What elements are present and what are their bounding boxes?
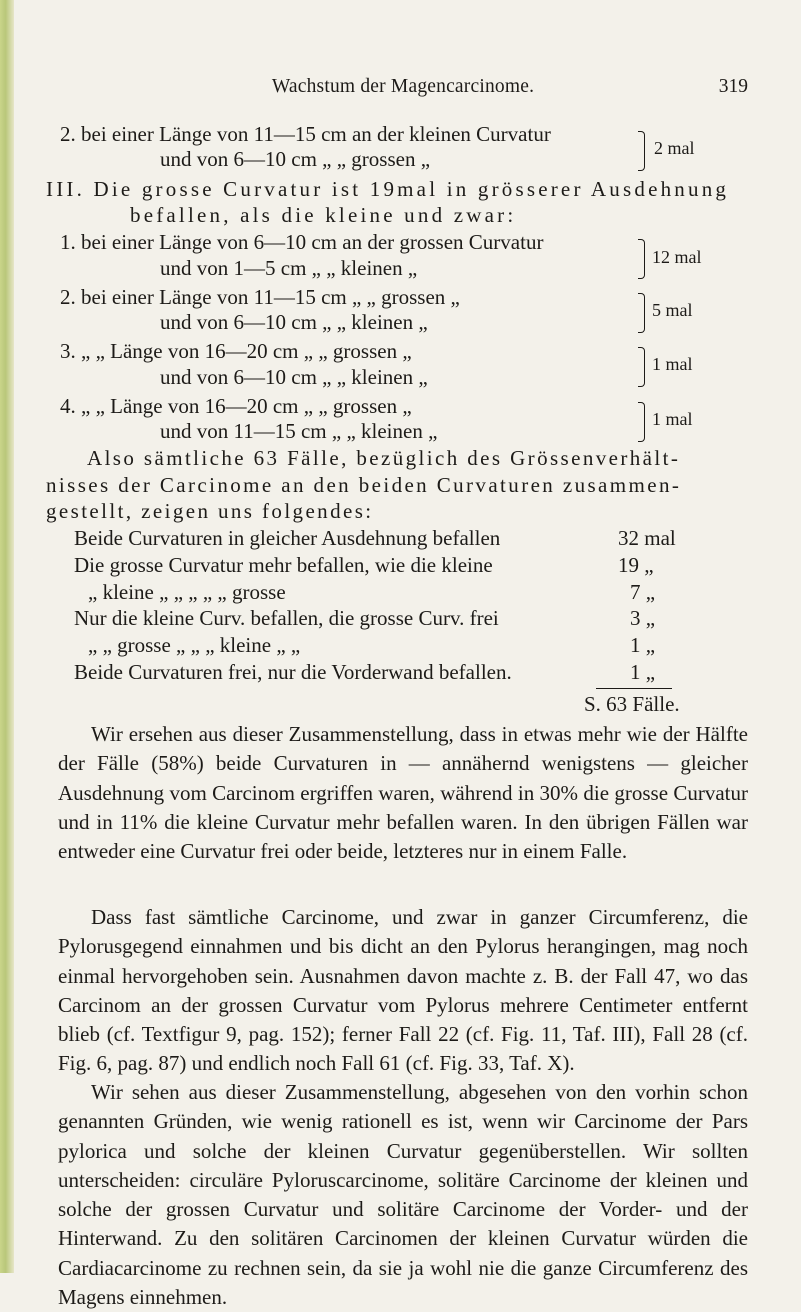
summary-total: S. 63 Fälle. [584, 692, 680, 716]
group2-count: 5 mal [652, 300, 693, 320]
group3-brace [638, 347, 645, 387]
running-header [58, 76, 748, 100]
section3-heading-line1: III. Die grosse Curvatur ist 19mal in grösserer Ausdehnung [46, 177, 730, 201]
group4-line2: und von 11—15 cm „ „ kleinen „ [160, 419, 438, 443]
section2-brace [638, 131, 645, 171]
summary-row-4-count: 3 „ [630, 606, 656, 630]
running-title: Wachstum der Magencarcinome. [271, 76, 535, 97]
group4-count: 1 mal [652, 409, 693, 429]
group1-line2: und von 1—5 cm „ „ kleinen „ [160, 256, 418, 280]
section2-line1: 2. bei einer Länge von 11—15 cm an der kleinen Curvatur [60, 122, 551, 146]
summary-row-2-count: 19 „ [618, 553, 654, 577]
page-number: 319 [718, 76, 748, 97]
group2-line2: und von 6—10 cm „ „ kleinen „ [160, 310, 428, 334]
section3-heading-line2: befallen, als die kleine und zwar: [130, 203, 517, 227]
paragraph-2 [58, 903, 748, 1079]
group1-count: 12 mal [652, 247, 702, 267]
paragraph-1-text: Wir ersehen aus dieser Zusammenstellung, dass in etwas mehr wie der Hälfte der Fälle (58%) beide Curvaturen in — annähernd wenigstens — gleicher Ausdehnung vom Carcinom ergriffen waren, während in 30% die grosse Curvatur und in 11% die kleine Curvatur mehr befallen waren. In den übrigen Fällen war entweder eine Curvatur frei oder beide, letzteres nur in einem Falle. [58, 722, 748, 864]
summary-row-1-text: Beide Curvaturen in gleicher Ausdehnung befallen [74, 526, 501, 550]
paragraph-3-text: Wir sehen aus dieser Zusammenstellung, abgesehen von den vorhin schon genannten Gründen, wie wenig rationell es ist, wenn wir Carcinome der Pars pylorica und solche der kleinen Curvatur gegenüberstellen. Wir sollten unterscheiden: circuläre Pyloruscarcinome, solitäre Carcinome der kleinen und solche der grossen Curvatur und solitäre Carcinome der Vorder- und der Hinterwand. Zu den solitären Carcinomen der kleinen Curvatur würden die Cardiacarcinome zu rechnen sein, da sie ja wohl nie die ganze Circumferenz des Magens einnehmen. [58, 1080, 748, 1310]
group3-line2: und von 6—10 cm „ „ kleinen „ [160, 365, 428, 389]
summary-row-6-text: Beide Curvaturen frei, nur die Vorderwand befallen. [74, 660, 512, 684]
summary-intro-line1: Also sämtliche 63 Fälle, bezüglich des Grössenverhält- [87, 446, 681, 470]
group2-brace [638, 293, 645, 333]
paragraph-1 [58, 720, 748, 866]
summary-row-1-count: 32 mal [618, 526, 676, 550]
summary-row-6-count: 1 „ [630, 660, 656, 684]
summary-row-5-count: 1 „ [630, 633, 656, 657]
section2-line2: und von 6—10 cm „ „ grossen „ [160, 147, 431, 171]
summary-row-3-count: 7 „ [630, 580, 656, 604]
paragraph-3 [58, 1078, 748, 1312]
group1-line1: 1. bei einer Länge von 6—10 cm an der grossen Curvatur [60, 230, 544, 254]
group2-line1: 2. bei einer Länge von 11—15 cm „ „ grossen „ [60, 285, 460, 309]
summary-intro-line2: nisses der Carcinome an den beiden Curvaturen zusammen- [46, 473, 682, 497]
summary-intro-line3: gestellt, zeigen uns folgendes: [46, 499, 374, 523]
summary-row-2-text: Die grosse Curvatur mehr befallen, wie die kleine [74, 553, 493, 577]
group4-brace [638, 402, 645, 442]
group4-line1: 4. „ „ Länge von 16—20 cm „ „ grossen „ [60, 394, 412, 418]
book-spine-edge [0, 0, 14, 1273]
summary-row-4-text: Nur die kleine Curv. befallen, die grosse Curv. frei [74, 606, 499, 630]
summary-row-3-text: „ kleine „ „ „ „ „ grosse [88, 580, 286, 604]
summary-row-5-text: „ „ grosse „ „ „ kleine „ „ [88, 633, 301, 657]
paragraph-2-text: Dass fast sämtliche Carcinome, und zwar in ganzer Circumferenz, die Pylorusgegend einnahmen und bis dicht an den Pylorus herangingen, mag noch einmal hervorgehoben sein. Ausnahmen davon machte z. B. der Fall 47, wo das Carcinom an der grossen Curvatur vom Pylorus mehrere Centimeter entfernt blieb (cf. Textfigur 9, pag. 152); ferner Fall 22 (cf. Fig. 11, Taf. III), Fall 28 (cf. Fig. 6, pag. 87) und endlich noch Fall 61 (cf. Fig. 33, Taf. X). [58, 905, 748, 1076]
section2-count: 2 mal [654, 138, 695, 158]
group3-count: 1 mal [652, 354, 693, 374]
group1-brace [638, 239, 645, 279]
summary-sum-rule [596, 688, 672, 689]
group3-line1: 3. „ „ Länge von 16—20 cm „ „ grossen „ [60, 339, 412, 363]
